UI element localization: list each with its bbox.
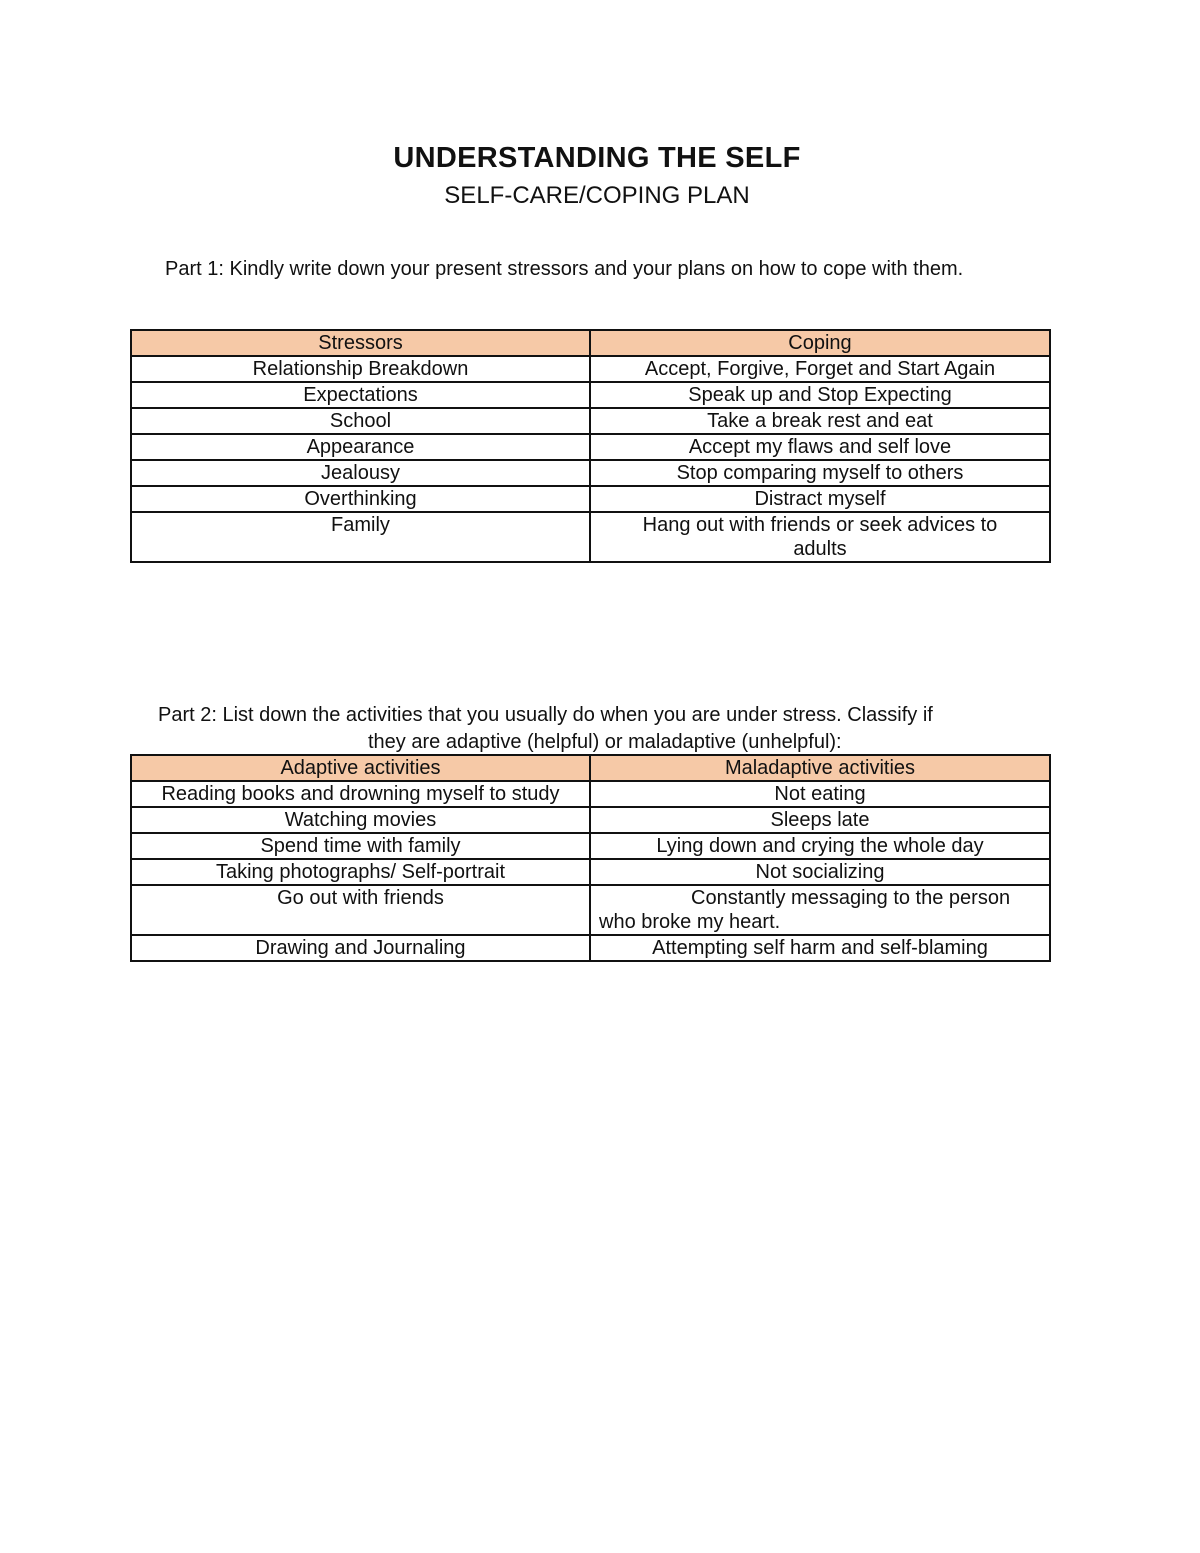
part2-instruction — [158, 702, 998, 756]
coping-cell: Distract myself — [590, 486, 1050, 512]
stressor-coping-table — [130, 329, 1051, 563]
table-row — [131, 434, 1050, 460]
table-row — [131, 382, 1050, 408]
table-header-row — [131, 330, 1050, 356]
column-header-maladaptive: Maladaptive activities — [590, 755, 1050, 781]
table-row — [131, 781, 1050, 807]
maladaptive-cell: Sleeps late — [590, 807, 1050, 833]
coping-cell: Accept my flaws and self love — [590, 434, 1050, 460]
table-row — [131, 935, 1050, 961]
stressor-cell: School — [131, 408, 590, 434]
stressor-cell: Relationship Breakdown — [131, 356, 590, 382]
part2-instruction-line2: they are adaptive (helpful) or maladaptive (unhelpful): — [368, 731, 842, 753]
coping-cell: Hang out with friends or seek advices to adults — [590, 512, 1050, 562]
adaptive-cell: Drawing and Journaling — [131, 935, 590, 961]
table-row — [131, 833, 1050, 859]
coping-cell: Accept, Forgive, Forget and Start Again — [590, 356, 1050, 382]
part2-instruction-line1: Part 2: List down the activities that you usually do when you are under stress. Classify if — [158, 704, 933, 726]
coping-cell: Speak up and Stop Expecting — [590, 382, 1050, 408]
part1-instruction: Part 1: Kindly write down your present stressors and your plans on how to cope with them. — [165, 258, 964, 280]
adaptive-cell: Watching movies — [131, 807, 590, 833]
maladaptive-cell: Not socializing — [590, 859, 1050, 885]
adaptive-cell: Reading books and drowning myself to study — [131, 781, 590, 807]
maladaptive-cell: Lying down and crying the whole day — [590, 833, 1050, 859]
column-header-coping: Coping — [590, 330, 1050, 356]
table-header-row — [131, 755, 1050, 781]
table-row — [131, 859, 1050, 885]
table-row — [131, 807, 1050, 833]
stressor-cell: Appearance — [131, 434, 590, 460]
column-header-adaptive: Adaptive activities — [131, 755, 590, 781]
stressor-cell: Overthinking — [131, 486, 590, 512]
table-row — [131, 356, 1050, 382]
activities-table — [130, 754, 1051, 962]
adaptive-cell: Go out with friends — [131, 885, 590, 935]
page-subtitle: SELF-CARE/COPING PLAN — [444, 182, 750, 209]
table-row — [131, 460, 1050, 486]
table-row — [131, 408, 1050, 434]
table-row — [131, 486, 1050, 512]
adaptive-cell: Spend time with family — [131, 833, 590, 859]
coping-cell: Stop comparing myself to others — [590, 460, 1050, 486]
column-header-stressors: Stressors — [131, 330, 590, 356]
table-row — [131, 885, 1050, 935]
stressor-cell: Family — [131, 512, 590, 562]
page-title: UNDERSTANDING THE SELF — [393, 142, 801, 174]
stressor-cell: Expectations — [131, 382, 590, 408]
maladaptive-cell: Not eating — [590, 781, 1050, 807]
coping-cell: Take a break rest and eat — [590, 408, 1050, 434]
maladaptive-cell: Attempting self harm and self-blaming — [590, 935, 1050, 961]
stressor-cell: Jealousy — [131, 460, 590, 486]
maladaptive-cell: Constantly messaging to the person who broke my heart. — [590, 885, 1050, 935]
table-row — [131, 512, 1050, 562]
adaptive-cell: Taking photographs/ Self-portrait — [131, 859, 590, 885]
